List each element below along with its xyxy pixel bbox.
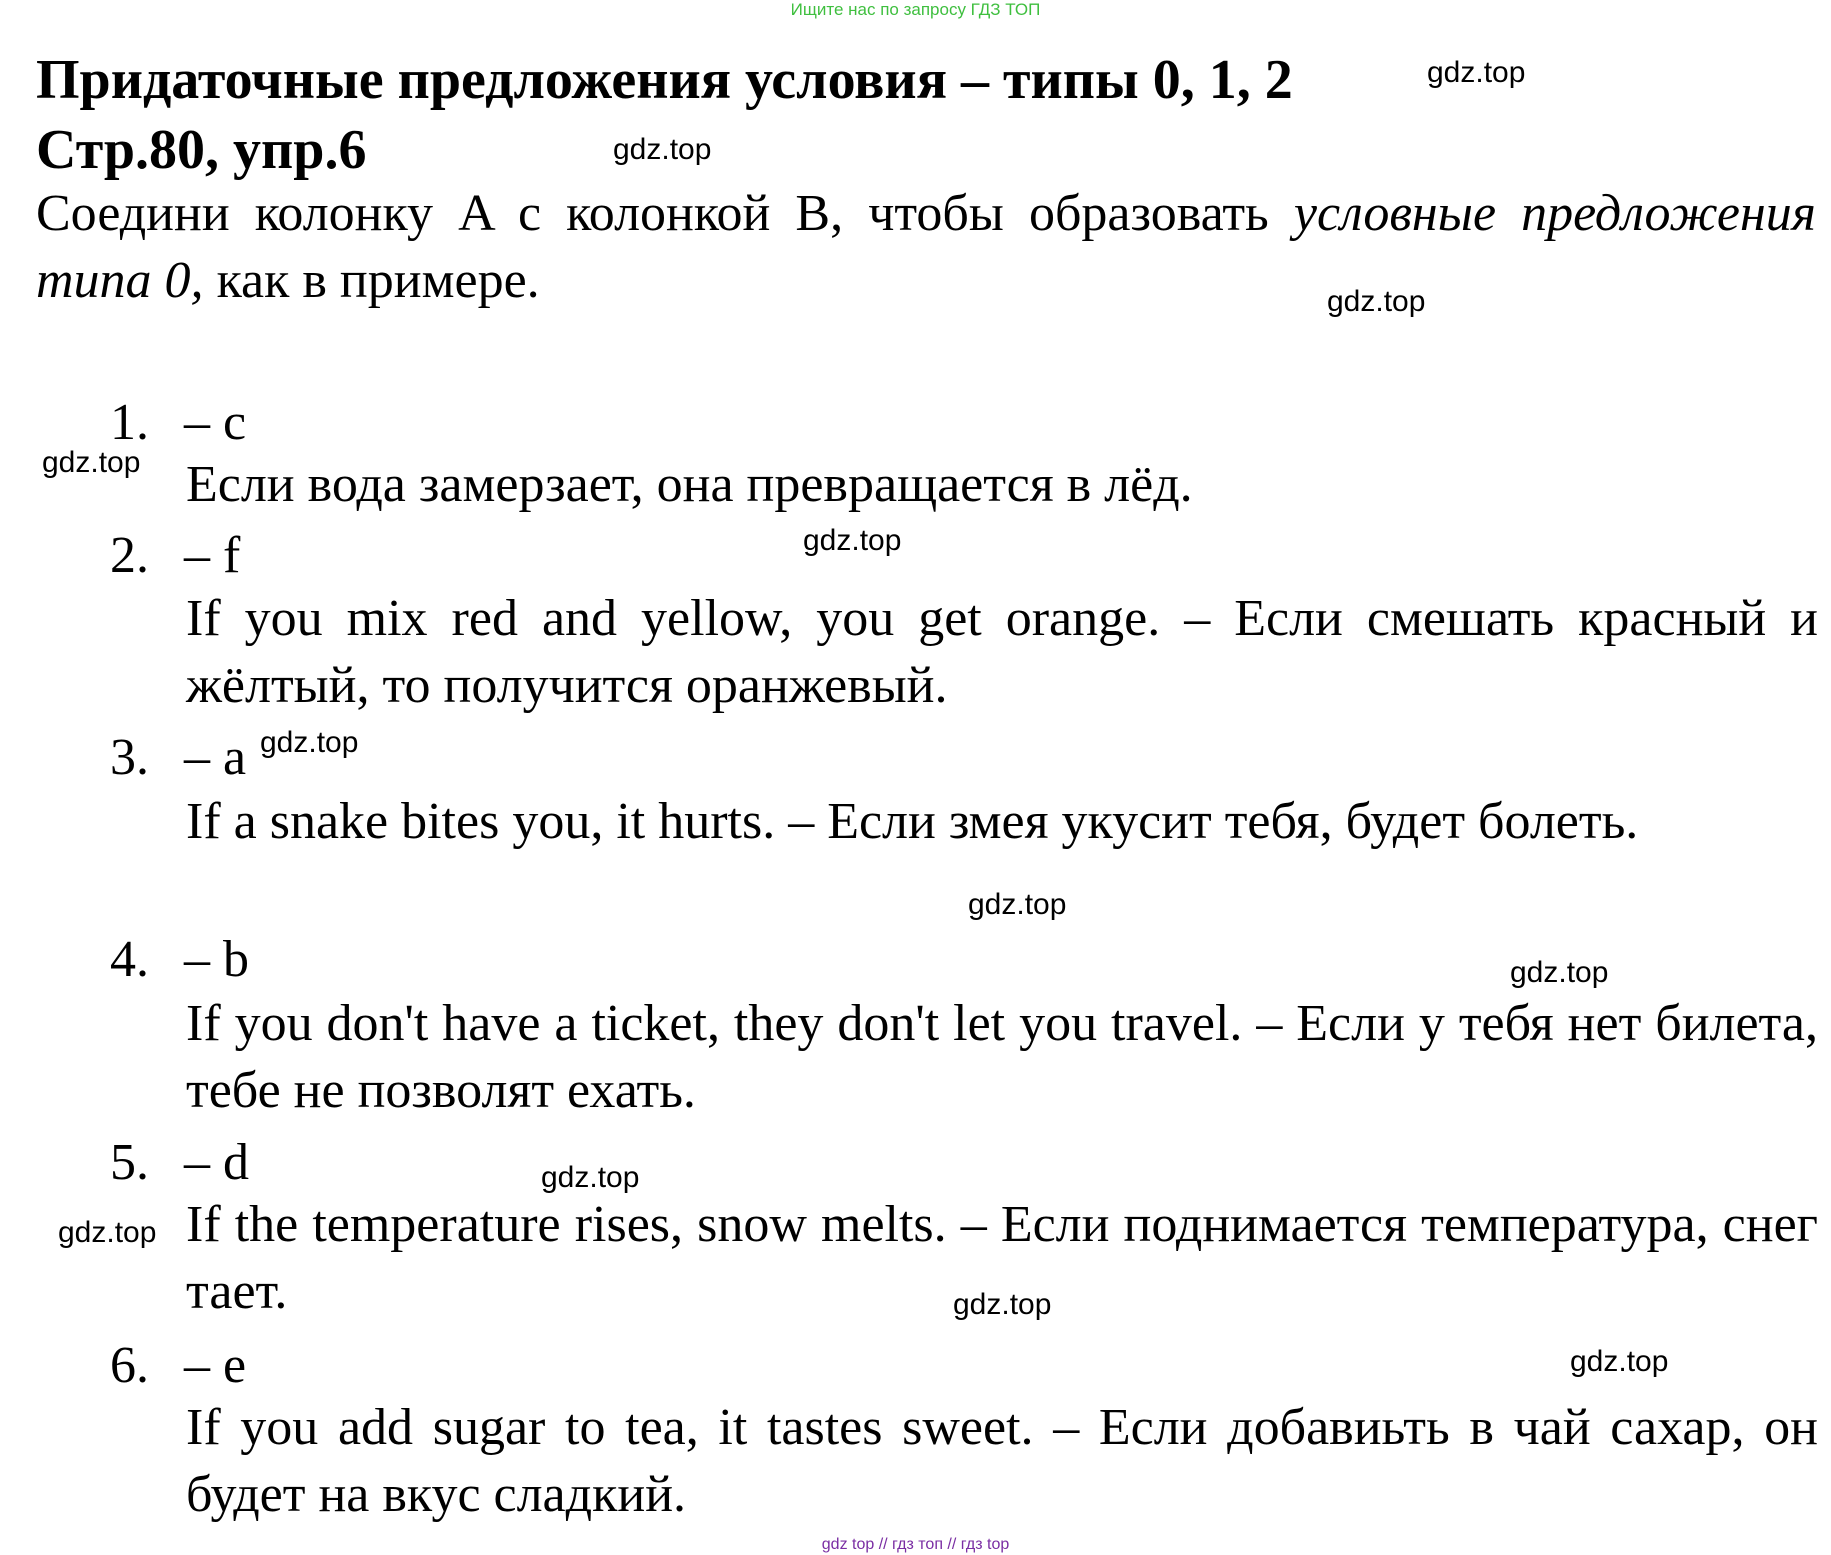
watermark: gdz.top <box>803 524 902 557</box>
item-answer: – e <box>184 1337 247 1394</box>
item-number: 3. <box>110 729 149 786</box>
instruction-text: Соедини колонку A с колонкой B, чтобы образовать <box>36 185 1269 242</box>
instruction-tail: как в примере. <box>216 252 540 309</box>
watermark: gdz.top <box>541 1161 640 1194</box>
instruction-italic: условные предложения типа 0, <box>36 185 1816 309</box>
watermark: gdz.top <box>42 446 141 479</box>
bottom-banner: gdz top // гдз топ // гдз top <box>821 1536 1010 1553</box>
item-answer: – f <box>184 527 241 584</box>
watermark: gdz.top <box>1427 56 1526 89</box>
watermark: gdz.top <box>953 1288 1052 1321</box>
item-number: 5. <box>110 1134 149 1191</box>
watermark: gdz.top <box>613 133 712 166</box>
item-number: 4. <box>110 931 149 988</box>
item-sentence: If the temperature rises, snow melts. – Если поднимается температура, снег тает. <box>186 1196 1818 1320</box>
watermark: gdz.top <box>968 888 1067 921</box>
item-sentence: If a snake bites you, it hurts. – Если змея укусит тебя, будет болеть. <box>186 793 1639 850</box>
item-sentence: If you add sugar to tea, it tastes sweet. – Если добавиьть в чай сахар, он будет на вкус сладкий. <box>186 1399 1818 1523</box>
page-subtitle: Стр.80, упр.6 <box>36 119 367 181</box>
watermark: gdz.top <box>58 1216 157 1249</box>
item-number: 2. <box>110 527 149 584</box>
watermark: gdz.top <box>260 726 359 759</box>
watermark: gdz.top <box>1327 285 1426 318</box>
item-answer: – b <box>184 931 249 988</box>
watermark: gdz.top <box>1510 956 1609 989</box>
page-title: Придаточные предложения условия – типы 0, 1, 2 <box>36 49 1293 111</box>
item-number: 1. <box>110 394 149 451</box>
watermark: gdz.top <box>1570 1345 1669 1378</box>
instruction <box>36 180 1816 314</box>
item-number: 6. <box>110 1337 149 1394</box>
item-answer: – a <box>184 729 247 786</box>
item-sentence: If you mix red and yellow, you get orange. – Если смешать красный и жёлтый, то получится оранжевый. <box>186 590 1818 714</box>
item-sentence: Если вода замерзает, она превращается в лёд. <box>186 456 1193 513</box>
top-banner: Ищите нас по запросу ГДЗ ТОП <box>790 0 1041 19</box>
item-answer: – d <box>184 1134 249 1191</box>
item-sentence: If you don't have a ticket, they don't let you travel. – Если у тебя нет билета, тебе не позволят ехать. <box>186 995 1818 1119</box>
item-answer: – c <box>184 394 247 451</box>
